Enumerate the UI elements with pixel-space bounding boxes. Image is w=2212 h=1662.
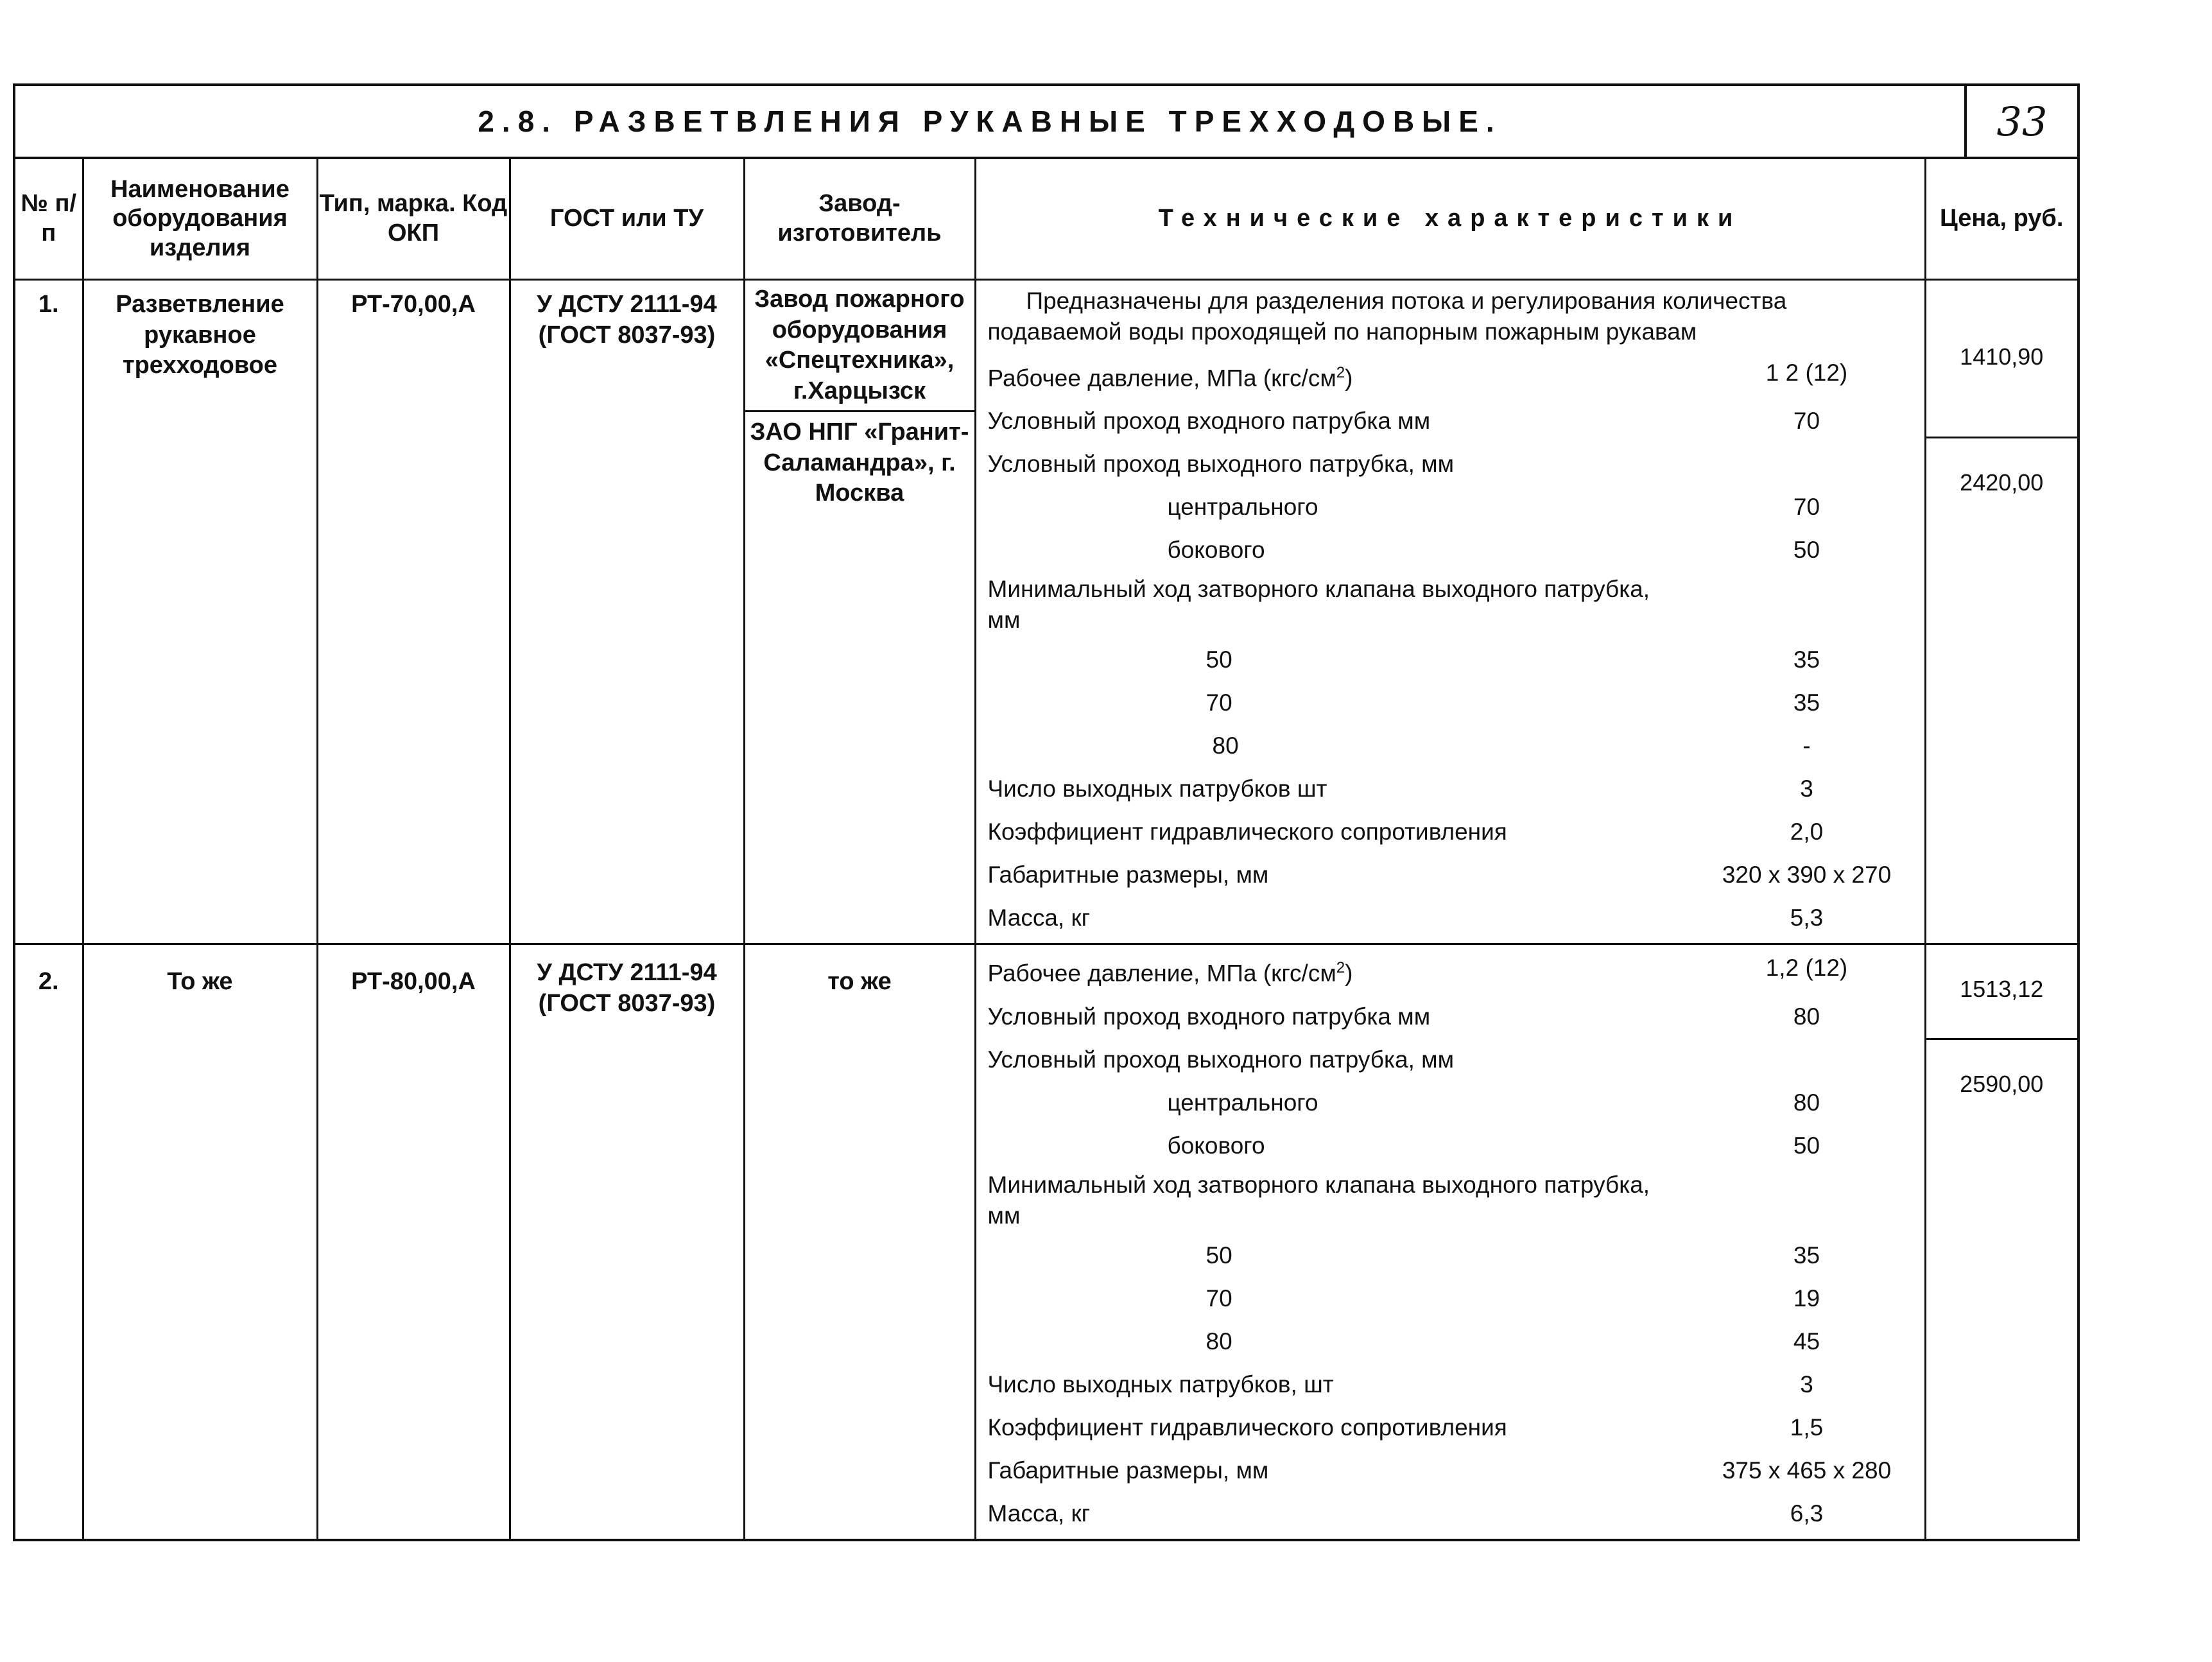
- spec-mass: [988, 1492, 1913, 1535]
- spec-label: Число выходных патрубков, шт: [987, 1371, 1334, 1398]
- row-num: 2.: [15, 944, 83, 1539]
- catalog-sheet: [13, 83, 2080, 1541]
- spec-value: 3: [1800, 775, 1813, 802]
- equipment-table: [15, 159, 2077, 1539]
- price-secondary: 2420,00: [1960, 469, 2044, 496]
- spec-label: Коэффициент гидравлического сопротивления: [987, 1414, 1507, 1441]
- row-type: РТ-80,00,А: [317, 944, 510, 1539]
- spec-value: 1,2 (12): [1765, 955, 1848, 982]
- spec-value: 320 х 390 х 270: [1722, 861, 1892, 888]
- price-primary: 1513,12: [1926, 945, 2078, 1040]
- spec-value: 35: [1793, 689, 1820, 716]
- spec-stroke-70: [988, 681, 1913, 724]
- spec-value: 1,5: [1790, 1414, 1824, 1441]
- spec-outlets: [988, 1363, 1913, 1406]
- spec-inlet: [988, 399, 1913, 442]
- spec-label: Условный проход входного патрубка мм: [987, 408, 1431, 435]
- spec-pressure: [988, 351, 1913, 399]
- row-maker: [744, 280, 975, 944]
- row-price: [1925, 944, 2077, 1539]
- spec-mass: [988, 896, 1913, 939]
- row-name: Разветвление рукавное трехходовое: [83, 280, 317, 944]
- spec-label: 80: [1205, 1328, 1232, 1355]
- spec-value: 70: [1793, 494, 1820, 521]
- maker-secondary: ЗАО НПГ «Гранит-Саламандра», г. Москва: [750, 419, 969, 506]
- row-gost: У ДСТУ 2111-94 (ГОСТ 8037-93): [510, 280, 744, 944]
- paren: ): [1345, 365, 1353, 392]
- spec-label: Масса, кг: [987, 905, 1091, 931]
- spec-label: Габаритные размеры, мм: [987, 861, 1269, 888]
- spec-outlet: [988, 442, 1913, 485]
- spec-label: центрального: [1167, 494, 1318, 521]
- spec-stroke: [988, 571, 1913, 638]
- spec-label: Коэффициент гидравлического сопротивления: [987, 818, 1507, 845]
- row-name: То же: [83, 944, 317, 1539]
- table-row: [15, 944, 2077, 1539]
- row-type: РТ-70,00,А: [317, 280, 510, 944]
- spec-label: 70: [1205, 1285, 1232, 1311]
- spec-side: [988, 1124, 1913, 1167]
- spec-outlets: [988, 767, 1913, 810]
- col-header-specs: Технические характеристики: [975, 159, 1925, 280]
- spec-value: 3: [1800, 1371, 1813, 1398]
- spec-value: 50: [1793, 1132, 1820, 1159]
- row-num: 1.: [15, 280, 83, 944]
- spec-dims: [988, 853, 1913, 896]
- spec-value: 80: [1793, 1003, 1820, 1030]
- spec-side: [988, 528, 1913, 571]
- spec-value: 1 2 (12): [1765, 359, 1848, 386]
- spec-stroke-80: [988, 1320, 1913, 1363]
- row-specs: [975, 944, 1925, 1539]
- spec-label: бокового: [1167, 1132, 1265, 1159]
- spec-stroke-50: [988, 1234, 1913, 1277]
- spec-value: -: [1802, 732, 1811, 759]
- spec-pressure: [988, 946, 1913, 994]
- section-title: 2.8. РАЗВЕТВЛЕНИЯ РУКАВНЫЕ ТРЕХХОДОВЫЕ.: [478, 105, 1502, 138]
- spec-value: 5,3: [1790, 905, 1824, 931]
- spec-value: 70: [1793, 408, 1820, 435]
- spec-label: 70: [1205, 689, 1232, 716]
- spec-central: [988, 1081, 1913, 1124]
- paren: ): [1345, 960, 1353, 987]
- spec-label: Габаритные размеры, мм: [987, 1457, 1269, 1484]
- spec-outlet: [988, 1038, 1913, 1081]
- spec-stroke-70: [988, 1277, 1913, 1320]
- row-price: [1925, 280, 2077, 944]
- spec-value: 19: [1793, 1285, 1820, 1311]
- row-gost: У ДСТУ 2111-94 (ГОСТ 8037-93): [510, 944, 744, 1539]
- spec-value: 375 х 465 х 280: [1722, 1457, 1892, 1484]
- table-row: [15, 280, 2077, 944]
- spec-central: [988, 485, 1913, 528]
- spec-value: 50: [1793, 537, 1820, 564]
- spec-coef: [988, 810, 1913, 853]
- superscript: 2: [1336, 364, 1345, 381]
- spec-label: 80: [1212, 732, 1239, 759]
- spec-label: Условный проход выходного патрубка, мм: [987, 1046, 1455, 1073]
- spec-label: Условный проход входного патрубка мм: [987, 1003, 1431, 1030]
- spec-label: бокового: [1167, 537, 1265, 564]
- spec-value: 2,0: [1790, 818, 1824, 845]
- spec-intro: Предназначены для разделения потока и регулирования количества подаваемой воды проходящей по напорным пожарным рукавам: [987, 288, 1787, 345]
- spec-label: Число выходных патрубков шт: [987, 775, 1327, 802]
- spec-value: 80: [1793, 1089, 1820, 1116]
- price-primary: 1410,90: [1926, 281, 2078, 438]
- spec-label: 50: [1205, 646, 1232, 673]
- spec-dims: [988, 1449, 1913, 1492]
- spec-label: Условный проход выходного патрубка, мм: [987, 451, 1455, 478]
- maker-primary: Завод пожарного оборудования «Спецтехника», г.Харцызск: [745, 284, 974, 412]
- col-header-num: № п/п: [15, 159, 83, 280]
- col-header-type: Тип, марка. Код ОКП: [317, 159, 510, 280]
- spec-value: 6,3: [1790, 1500, 1824, 1527]
- spec-label: Рабочее давление, МПа (кгс/см: [987, 365, 1336, 392]
- spec-stroke-50: [988, 638, 1913, 681]
- spec-label: Масса, кг: [987, 1500, 1091, 1527]
- title-row: [15, 86, 2077, 159]
- spec-label: центрального: [1167, 1089, 1318, 1116]
- spec-value: 35: [1793, 1242, 1820, 1268]
- spec-label: Минимальный ход затворного клапана выходного патрубка, мм: [987, 576, 1650, 634]
- spec-stroke: [988, 1167, 1913, 1234]
- col-header-price: Цена, руб.: [1925, 159, 2077, 280]
- superscript: 2: [1336, 959, 1345, 977]
- col-header-name: Наименование оборудования изделия: [83, 159, 317, 280]
- row-maker: то же: [744, 944, 975, 1539]
- spec-label: 50: [1205, 1242, 1232, 1268]
- spec-label: Минимальный ход затворного клапана выходного патрубка, мм: [987, 1171, 1650, 1229]
- spec-value: 35: [1793, 646, 1820, 673]
- col-header-gost: ГОСТ или ТУ: [510, 159, 744, 280]
- price-secondary: 2590,00: [1960, 1071, 2044, 1098]
- spec-coef: [988, 1406, 1913, 1449]
- spec-value: 45: [1793, 1328, 1820, 1355]
- col-header-maker: Завод-изготовитель: [744, 159, 975, 280]
- spec-label: Рабочее давление, МПа (кгс/см: [987, 960, 1336, 987]
- table-header-row: [15, 159, 2077, 280]
- spec-inlet: [988, 995, 1913, 1038]
- row-specs: [975, 280, 1925, 944]
- spec-stroke-80: [988, 724, 1913, 767]
- page-number: 33: [1964, 86, 2077, 157]
